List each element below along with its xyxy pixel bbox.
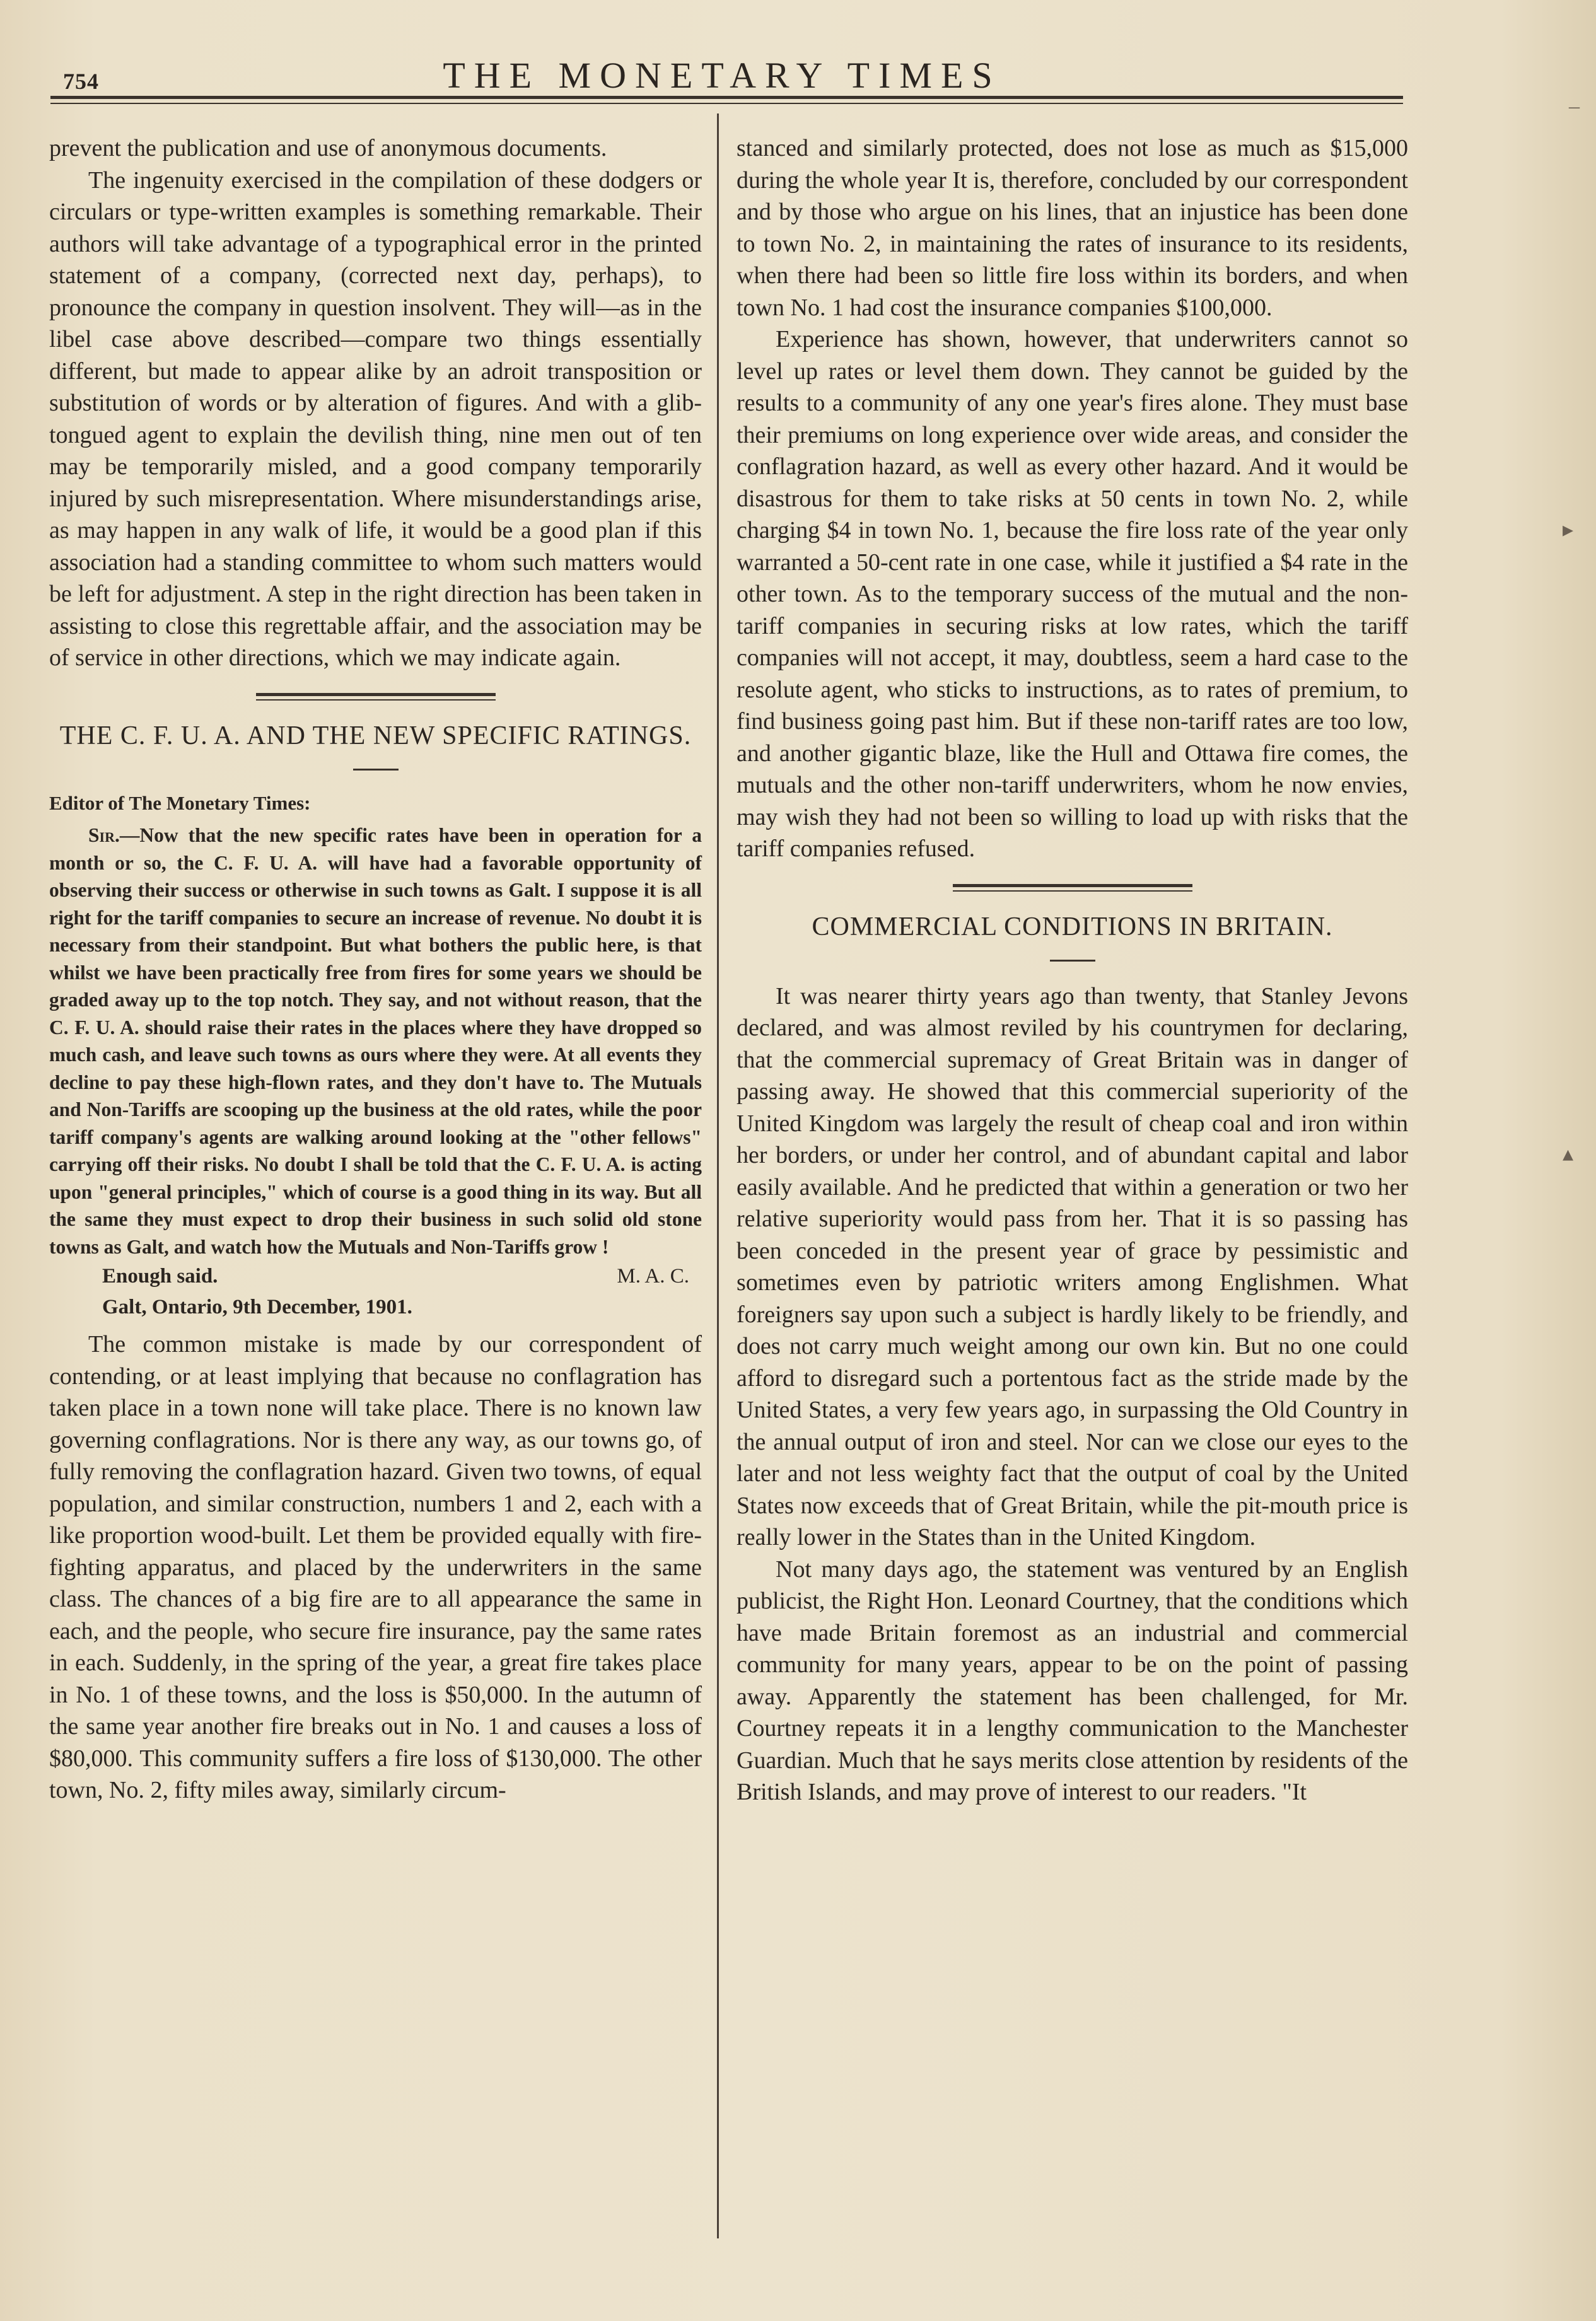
letter-signature: M. A. C. — [617, 1265, 689, 1288]
letter-opening: Sir. — [88, 824, 120, 846]
header-rule-thin — [50, 103, 1403, 104]
letter-to-editor — [49, 789, 702, 1261]
article-paragraph: Not many days ago, the statement was ventured by an English publicist, the Right Hon. Leonard Courtney, that the conditions which have made Britain foremost as an industrial and commercial community for many years, appear to be on the point of passing away. Apparently the statement has been challenged, for Mr. Courtney repeats it in a lengthy communication to the Manchester Guardian. Much that he says merits close attention by residents of the British Islands, and may prove of interest to our readers. "It — [737, 1556, 1408, 1805]
page-number: 754 — [63, 69, 99, 94]
right-column — [737, 132, 1408, 1808]
letter-body-text: —Now that the new specific rates have been in operation for a month or so, the C. F. U. A. will have had a favorable opportunity of observing their success or otherwise in such towns as Galt. I suppose it is all right for the tariff companies to secure an increase of revenue. No doubt it is necessary from their standpoint. But what bothers the public here, is that whilst we have been practically free from fires for some years we should be graded away up to the top notch. They say, and not without reason, that the C. F. U. A. should raise their rates in the places where they have dropped so much cash, and leave such towns as ours where they were. At all events they decline to pay these high-flown rates, and they don't have to. The Mutuals and Non-Tariffs are scooping up the business at the old rates, while the poor tariff company's agents are walking around looking at the "other fellows" carrying off their risks. No doubt I shall be told that the C. F. U. A. is acting upon "general principles," which of course is a good thing in its way. But all the same they must expect to drop their business in such solid old stone towns as Galt, and watch how the Mutuals and Non-Tariffs grow ! — [49, 824, 702, 1258]
section-separator — [953, 884, 1192, 892]
margin-mark: ▴ — [1563, 1143, 1574, 1166]
letter-salutation: Editor of The Monetary Times: — [49, 791, 311, 814]
margin-mark: – — [1569, 95, 1580, 118]
section-separator — [256, 693, 496, 701]
title-rule — [1050, 960, 1095, 962]
letter-signoff — [49, 1260, 702, 1292]
letter-place-date: Galt, Ontario, 9th December, 1901. — [102, 1296, 412, 1318]
article-paragraph: Experience has shown, however, that underwriters cannot so level up rates or level them down. They cannot be guided by the results to a community of any one year's fires alone. They must base their premiums on long experience over wide areas, and consider the conflagration hazard, as well as every other hazard. And it would be disastrous for them to take risks at 50 cents in town No. 2, while charging $4 in town No. 1, because the fire loss rate of the year only warranted a 50-cent rate in one case, while it justified a $4 rate in the other town. As to the temporary success of the mutual and the non-tariff companies in securing risks at low rates, which the tariff companies will not accept, it may, doubtless, seem a hard case to the resolute agent, who sticks to instructions, as to rates of premium, to find business going past him. But if these non-tariff rates are too low, and another gigantic blaze, like the Hull and Ottawa fire comes, the mutuals and the other non-tariff underwriters, whom he now envies, may wish they had not been so willing to load up with risks that the tariff companies refused. — [737, 326, 1408, 862]
article-paragraph: It was nearer thirty years ago than twenty, that Stanley Jevons declared, and was almost reviled by his countrymen for declaring, that the commercial supremacy of Great Britain was in danger of passing away. He showed that this commercial superiority of the United Kingdom was largely the result of cheap coal and iron within her borders, or under her control, and of abundant capital and labor easily available. And he predicted that within a generation or two her relative superiority would pass from her. That it is so passing has been conceded in the present year of grace by pessimistic and sometimes even by patriotic writers among Englishmen. What foreigners say upon such a subject is hardly likely to be friendly, and does not carry much weight among our own kin. But no one could afford to disregard such a portentous fact as the stride made by the United States, a very few years ago, in surpassing the Old Country in the annual output of iron and steel. Nor can we close our eyes to the later and not less weighty fact that the output of coal by the United States now exceeds that of Great Britain, while the pit-mouth price is really lower in the States than in the United Kingdom. — [737, 982, 1408, 1550]
column-divider — [717, 113, 719, 2238]
title-rule — [353, 769, 399, 771]
continued-paragraph: stanced and similarly protected, does not lose as much as $15,000 during the whole year It is, therefore, concluded by our correspondent and by those who argue on his lines, that an injustice has been done to town No. 2, in maintaining the rates of insurance to its residents, when there had been so little fire loss within its borders, and when town No. 1 had cost the insurance companies $100,000. — [737, 135, 1408, 321]
letter-body — [49, 822, 702, 1260]
margin-mark: ▸ — [1563, 518, 1574, 542]
left-column — [49, 132, 702, 1806]
section-title: COMMERCIAL CONDITIONS IN BRITAIN. — [812, 912, 1333, 941]
section-title: THE C. F. U. A. AND THE NEW SPECIFIC RATINGS. — [59, 721, 692, 750]
masthead-title: THE MONETARY TIMES — [443, 55, 1001, 96]
article-paragraph: The ingenuity exercised in the compilation of these dodgers or circulars or type-written examples is something remarkable. Their authors will take advantage of a typographical error in the printed statement of a company, (corrected next day, perhaps), to pronounce the company in question insolvent. They will—as in the libel case above described—compare two things essentially different, but made to appear alike by an adroit transposition or substitution of words or by alteration of figures. And with a glib-tongued agent to explain the devilish thing, nine men out of ten may be temporarily misled, and a good company temporarily injured by such misrepresentation. Where misunderstandings arise, as may happen in any walk of life, it would be a good plan if this association had a standing committee to whom such matters would be left for adjustment. A step in the right direction has been taken in assisting to close this regrettable affair, and the association may be of service in other directions, which we may indicate again. — [49, 166, 702, 671]
editor-reply: The common mistake is made by our correspondent of contending, or at least implying that because no conflagration has taken place in a town none will take place. There is no known law governing conflagrations. Nor is there any way, as our towns go, of fully removing the conflagration hazard. Given two towns, of equal population, and similar construction, numbers 1 and 2, each with a like proportion wood-built. Let them be provided equally with fire-fighting apparatus, and placed by the underwriters in the same class. The chances of a big fire are to all appearance the same in each, and the people, who secure fire insurance, pay the same rates in each. Suddenly, in the spring of the year, a great fire takes place in No. 1 of these towns, and the loss is $50,000. In the autumn of the same year another fire breaks out in No. 1 and causes a loss of $80,000. This community suffers a fire loss of $130,000. The other town, No. 2, fifty miles away, similarly circum- — [49, 1331, 702, 1803]
letter-closing: Enough said. — [102, 1265, 218, 1288]
continued-paragraph: prevent the publication and use of anonymous documents. — [49, 135, 607, 161]
header-rule-thick — [50, 96, 1403, 99]
